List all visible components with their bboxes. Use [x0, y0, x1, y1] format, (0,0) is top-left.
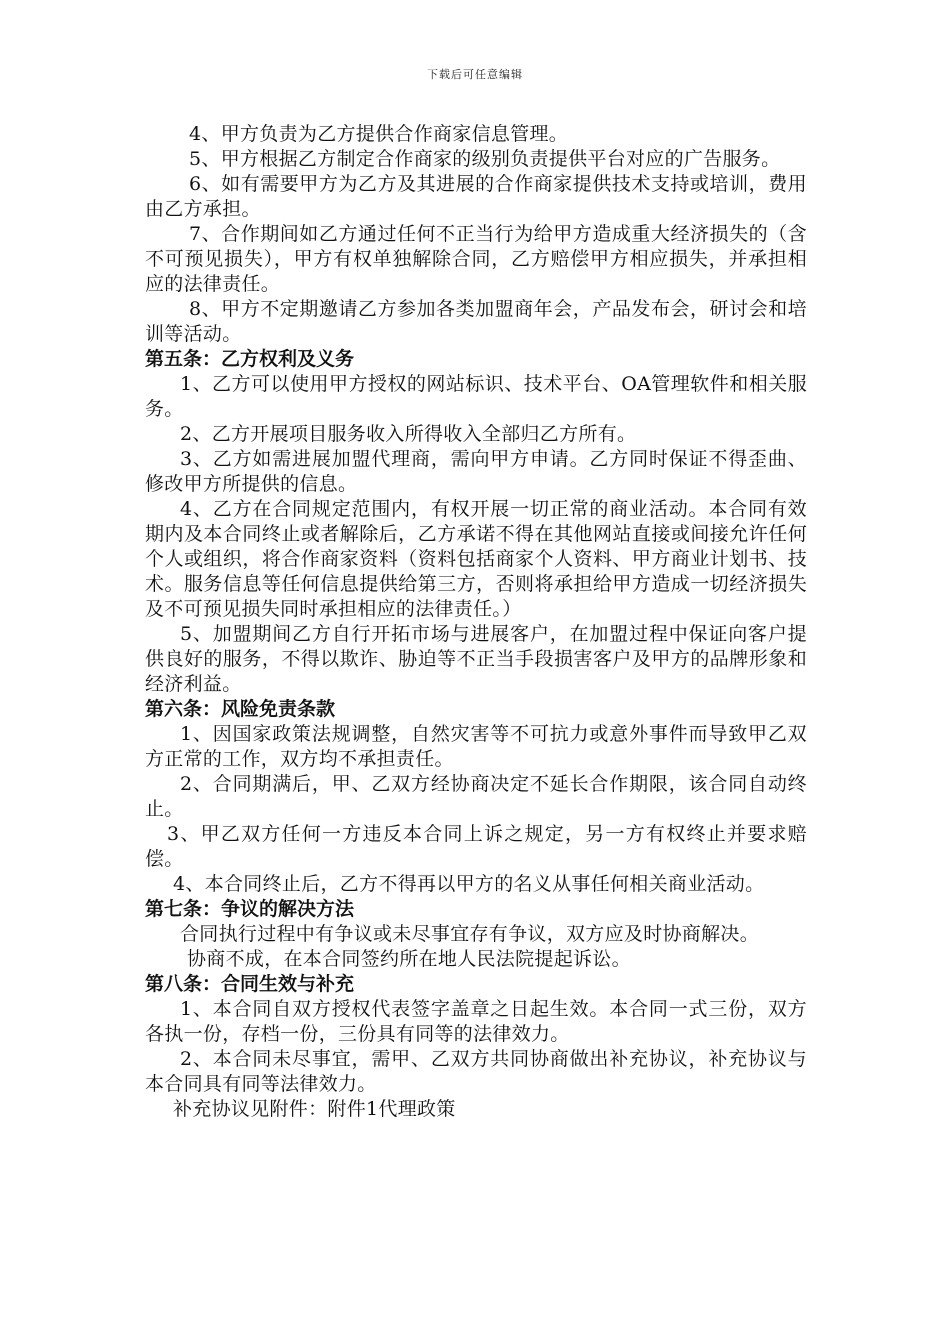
paragraph: 3、甲乙双方任何一方违反本合同上诉之规定，另一方有权终止并要求赔偿。 [145, 823, 807, 870]
paragraph: 7、合作期间如乙方通过任何不正当行为给甲方造成重大经济损失的（含不可预见损失），甲方有权单独解除合同，乙方赔偿甲方相应损失，并承担相应的法律责任。 [145, 223, 807, 295]
paragraph: 4、乙方在合同规定范围内，有权开展一切正常的商业活动。本合同有效期内及本合同终止或者解除后，乙方承诺不得在其他网站直接或间接允许任何个人或组织，将合作商家资料（资料包括商家个人资料、甲方商业计划书、技术。服务信息等任何信息提供给第三方，否则将承担给甲方造成一切经济损失及不可预见损失同时承担相应的法律责任。） [145, 498, 807, 620]
paragraph: 1、因国家政策法规调整，自然灾害等不可抗力或意外事件而导致甲乙双方正常的工作，双方均不承担责任。 [145, 723, 807, 770]
section-heading: 第五条：乙方权利及义务 [145, 348, 355, 370]
paragraph: 5、甲方根据乙方制定合作商家的级别负责提供平台对应的广告服务。 [189, 148, 781, 170]
paragraph: 4、甲方负责为乙方提供合作商家信息管理。 [189, 123, 569, 145]
paragraph: 2、合同期满后，甲、乙双方经协商决定不延长合作期限，该合同自动终止。 [145, 773, 807, 820]
paragraph: 5、加盟期间乙方自行开拓市场与进展客户，在加盟过程中保证向客户提供良好的服务，不得以欺诈、胁迫等不正当手段损害客户及甲方的品牌形象和经济利益。 [145, 623, 807, 695]
section-heading: 第六条：风险免责条款 [145, 698, 336, 720]
paragraph: 合同执行过程中有争议或未尽事宜存有争议，双方应及时协商解决。 [180, 923, 760, 945]
paragraph: 1、乙方可以使用甲方授权的网站标识、技术平台、OA管理软件和相关服务。 [145, 373, 807, 420]
paragraph: 补充协议见附件：附件1代理政策 [173, 1098, 456, 1120]
paragraph: 协商不成，在本合同签约所在地人民法院提起诉讼。 [187, 948, 631, 970]
paragraph: 2、本合同未尽事宜，需甲、乙双方共同协商做出补充协议，补充协议与本合同具有同等法律效力。 [145, 1048, 807, 1095]
paragraph: 1、本合同自双方授权代表签字盖章之日起生效。本合同一式三份，双方各执一份，存档一份，三份具有同等的法律效力。 [145, 998, 807, 1045]
section-heading: 第七条：争议的解决方法 [145, 898, 355, 920]
paragraph: 4、本合同终止后，乙方不得再以甲方的名义从事任何相关商业活动。 [173, 873, 765, 895]
document-body [145, 122, 807, 1122]
paragraph: 3、乙方如需进展加盟代理商，需向甲方申请。乙方同时保证不得歪曲、修改甲方所提供的信息。 [145, 448, 807, 495]
paragraph: 2、乙方开展项目服务收入所得收入全部归乙方所有。 [180, 423, 637, 445]
paragraph: 8、甲方不定期邀请乙方参加各类加盟商年会，产品发布会，研讨会和培训等活动。 [145, 298, 807, 345]
section-heading: 第八条：合同生效与补充 [145, 973, 355, 995]
page-header: 下载后可任意编辑 [427, 68, 523, 81]
paragraph: 6、如有需要甲方为乙方及其进展的合作商家提供技术支持或培训，费用由乙方承担。 [145, 173, 807, 220]
